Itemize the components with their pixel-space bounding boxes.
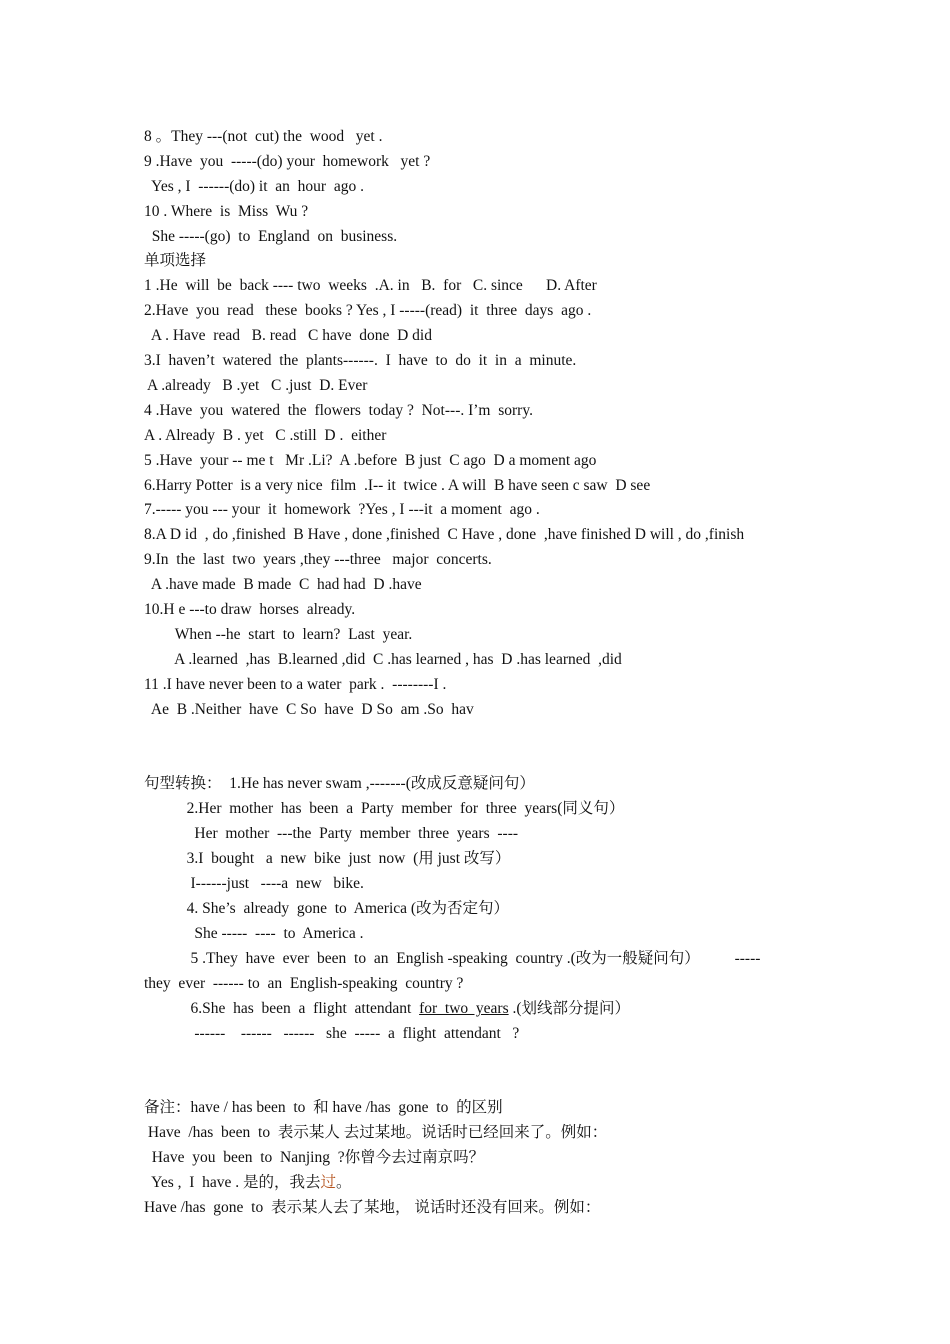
text-line: Have /has been to 表示某人 去过某地。说话时已经回来了。例如： <box>144 1124 608 1141</box>
text-line: She -----(go) to England on business. <box>144 228 398 245</box>
highlighted-char: 过 <box>320 1174 337 1191</box>
text-line <box>144 1173 352 1193</box>
text-line: 9 .Have you -----(do) your homework yet ? <box>144 153 431 170</box>
text-line: they ever ------ to an English-speaking country ? <box>144 975 464 992</box>
text-segment: 。 <box>336 1174 352 1191</box>
question-line: 5 .Have your -- me t Mr .Li? A .before B just C ago D a moment ago <box>144 452 597 469</box>
text-line: 4. She’s already gone to America (改为否定句） <box>144 900 510 917</box>
text-line: 2.Her mother has been a Party member for three years(同义句） <box>144 800 625 817</box>
question-line: 11 .I have never been to a water park . --------I . <box>144 676 447 693</box>
text-line: Yes , I ------(do) it an hour ago . <box>144 178 364 195</box>
question-line: 4 .Have you watered the flowers today ? Not---. I’m sorry. <box>144 402 533 419</box>
options-line: A . Already B . yet C .still D . either <box>144 427 387 444</box>
text-line: She ----- ---- to America . <box>144 925 364 942</box>
underlined-phrase: for two years <box>419 1000 509 1017</box>
note-heading: 备注：have / has been to 和 have /has gone to 的区别 <box>144 1099 503 1116</box>
text-line: 8 。They ---(not cut) the wood yet . <box>144 128 383 145</box>
text-line: 5 .They have ever been to an English -speaking country .(改为一般疑问句） ----- <box>144 950 761 967</box>
text-segment: 6.She has been a flight attendant <box>144 1000 420 1017</box>
text-line: 10 . Where is Miss Wu ? <box>144 203 309 220</box>
question-line: 6.Harry Potter is a very nice film .I-- it twice . A will B have seen c saw D see <box>144 477 651 494</box>
text-line: Have /has gone to 表示某人去了某地， 说话时还没有回来。例如： <box>144 1199 601 1216</box>
question-line: 3.I haven’t watered the plants------. I have to do it in a minute. <box>144 352 577 369</box>
options-line: 8.A D id , do ,finished B Have , done ,finished C Have , done ,have finished D will , do ,finish <box>144 526 745 543</box>
question-line: 1 .He will be back ---- two weeks .A. in B. for C. since D. After <box>144 277 597 294</box>
question-line: When --he start to learn? Last year. <box>144 626 413 643</box>
options-line: A .already B .yet C .just D. Ever <box>144 377 368 394</box>
question-line: 10.H e ---to draw horses already. <box>144 601 356 618</box>
section-heading: 单项选择 <box>144 252 207 269</box>
options-line: Ae B .Neither have C So have D So am .So hav <box>144 701 474 718</box>
options-line: A .have made B made C had had D .have <box>144 576 422 593</box>
text-line: Have you been to Nanjing ?你曾今去过南京吗？ <box>144 1149 485 1166</box>
options-line: A .learned ,has B.learned ,did C .has learned , has D .has learned ,did <box>144 651 622 668</box>
text-line: I------just ----a new bike. <box>144 875 364 892</box>
question-line: 7.----- you --- your it homework ?Yes , I ---it a moment ago . <box>144 501 540 518</box>
text-line: ------ ------ ------ she ----- a flight attendant ? <box>144 1025 520 1042</box>
question-line: 9.In the last two years ,they ---three major concerts. <box>144 551 492 568</box>
text-line: 3.I bought a new bike just now (用 just 改写） <box>144 850 511 867</box>
section-heading: 句型转换： 1.He has never swam ,-------(改成反意疑问句） <box>144 775 535 792</box>
options-line: A . Have read B. read C have done D did <box>144 327 432 344</box>
question-line: 2.Have you read these books ? Yes , I -----(read) it three days ago . <box>144 302 592 319</box>
text-segment: Yes , I have . 是的，我去 <box>144 1174 321 1191</box>
text-segment: .(划线部分提问） <box>508 1000 631 1017</box>
text-line <box>144 999 630 1019</box>
text-line: Her mother ---the Party member three years ---- <box>144 825 519 842</box>
